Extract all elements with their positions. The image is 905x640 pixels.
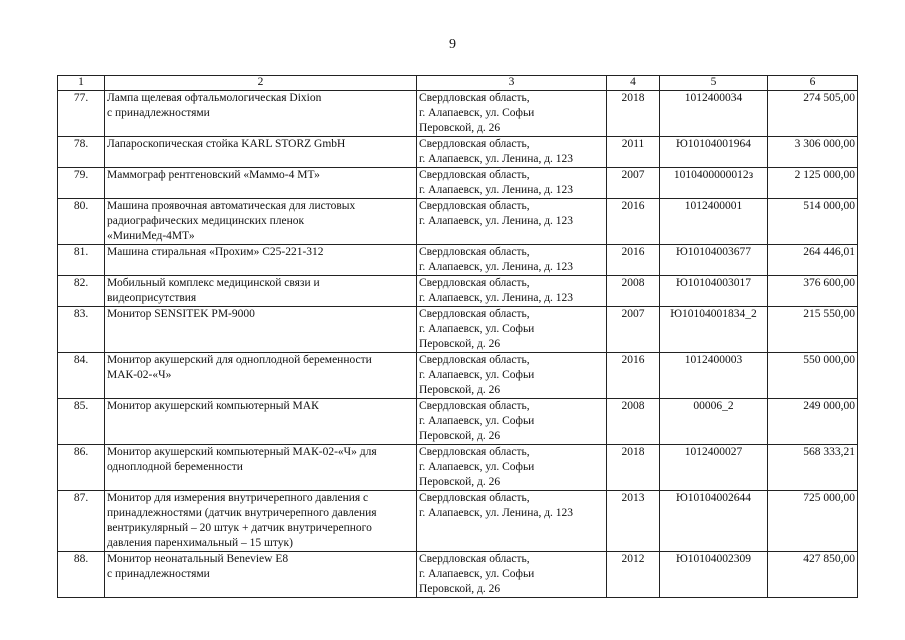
year-cell: 2012 [607, 552, 660, 598]
column-header-6: 6 [768, 76, 858, 91]
address-cell [417, 552, 607, 598]
column-header-4: 4 [607, 76, 660, 91]
row-number-cell: 83. [58, 307, 105, 353]
header-row [58, 76, 858, 91]
address-cell [417, 399, 607, 445]
cost-cell: 264 446,01 [768, 245, 858, 276]
address-cell [417, 353, 607, 399]
cost-cell: 215 550,00 [768, 307, 858, 353]
cost-cell: 514 000,00 [768, 199, 858, 245]
address-cell-line: Перовской, д. 26 [419, 384, 501, 396]
equipment-name-cell-line: Монитор SENSITEK PM-9000 [107, 308, 255, 320]
table-row [58, 137, 858, 168]
cost-cell: 3 306 000,00 [768, 137, 858, 168]
address-cell-line: г. Алапаевск, ул. Софьи [419, 369, 535, 381]
address-cell-line: г. Алапаевск, ул. Софьи [419, 568, 535, 580]
equipment-name-cell [105, 137, 417, 168]
year-cell: 2016 [607, 353, 660, 399]
address-cell-line: г. Алапаевск, ул. Софьи [419, 415, 535, 427]
row-number-cell: 77. [58, 91, 105, 137]
address-cell-line: г. Алапаевск, ул. Софьи [419, 323, 535, 335]
equipment-name-cell-line: Монитор акушерский компьютерный МАК [107, 400, 319, 412]
equipment-name-cell [105, 307, 417, 353]
equipment-table [57, 75, 858, 598]
equipment-name-cell [105, 353, 417, 399]
address-cell-line: г. Алапаевск, ул. Ленина, д. 123 [419, 153, 574, 165]
inventory-number-cell: 1012400003 [660, 353, 768, 399]
inventory-number-cell: 1012400001 [660, 199, 768, 245]
address-cell-line: Перовской, д. 26 [419, 430, 501, 442]
address-cell-line: г. Алапаевск, ул. Ленина, д. 123 [419, 292, 574, 304]
cost-cell: 274 505,00 [768, 91, 858, 137]
cost-cell: 249 000,00 [768, 399, 858, 445]
page-number: 9 [449, 37, 456, 52]
address-cell-line: Свердловская область, [419, 277, 530, 289]
address-cell-line: г. Алапаевск, ул. Софьи [419, 461, 535, 473]
equipment-name-cell [105, 491, 417, 552]
address-cell-line: Свердловская область, [419, 138, 530, 150]
address-cell [417, 445, 607, 491]
equipment-name-cell-line: Машина стиральная «Прохим» С25-221-312 [107, 246, 324, 258]
equipment-name-cell-line: Монитор акушерский для одноплодной беременности [107, 354, 372, 366]
column-header-2: 2 [105, 76, 417, 91]
inventory-number-cell: Ю10104002644 [660, 491, 768, 552]
year-cell: 2007 [607, 307, 660, 353]
address-cell-line: Свердловская область, [419, 553, 530, 565]
row-number-cell: 82. [58, 276, 105, 307]
address-cell [417, 91, 607, 137]
year-cell: 2018 [607, 91, 660, 137]
inventory-number-cell: Ю10104003677 [660, 245, 768, 276]
table-row [58, 399, 858, 445]
row-number-cell: 81. [58, 245, 105, 276]
address-cell-line: Свердловская область, [419, 354, 530, 366]
inventory-number-cell: 1012400034 [660, 91, 768, 137]
address-cell-line: г. Алапаевск, ул. Ленина, д. 123 [419, 261, 574, 273]
year-cell: 2018 [607, 445, 660, 491]
address-cell-line: г. Алапаевск, ул. Ленина, д. 123 [419, 507, 574, 519]
equipment-name-cell-line: с принадлежностями [107, 568, 210, 580]
equipment-name-cell [105, 91, 417, 137]
equipment-name-cell [105, 445, 417, 491]
equipment-name-cell-line: радиографических медицинских пленок [107, 215, 305, 227]
year-cell: 2016 [607, 199, 660, 245]
address-cell-line: Свердловская область, [419, 92, 530, 104]
address-cell-line: г. Алапаевск, ул. Ленина, д. 123 [419, 215, 574, 227]
inventory-number-cell: 00006_2 [660, 399, 768, 445]
cost-cell: 725 000,00 [768, 491, 858, 552]
address-cell-line: Перовской, д. 26 [419, 583, 501, 595]
address-cell-line: Свердловская область, [419, 400, 530, 412]
address-cell [417, 168, 607, 199]
equipment-name-cell-line: Монитор акушерский компьютерный МАК-02-«Ч» для [107, 446, 377, 458]
row-number-cell: 85. [58, 399, 105, 445]
equipment-name-cell [105, 245, 417, 276]
equipment-name-cell-line: Машина проявочная автоматическая для листовых [107, 200, 356, 212]
address-cell-line: Свердловская область, [419, 169, 530, 181]
table-row [58, 445, 858, 491]
year-cell: 2008 [607, 399, 660, 445]
cost-cell: 550 000,00 [768, 353, 858, 399]
address-cell [417, 491, 607, 552]
cost-cell: 2 125 000,00 [768, 168, 858, 199]
equipment-name-cell-line: Лампа щелевая офтальмологическая Dixion [107, 92, 322, 104]
equipment-name-cell-line: «МиниМед-4МТ» [107, 230, 195, 242]
row-number-cell: 84. [58, 353, 105, 399]
address-cell-line: Перовской, д. 26 [419, 476, 501, 488]
equipment-name-cell-line: давления паренхимальный – 15 штук) [107, 537, 293, 549]
table-row [58, 307, 858, 353]
cost-cell: 427 850,00 [768, 552, 858, 598]
inventory-number-cell: Ю10104003017 [660, 276, 768, 307]
inventory-number-cell: 1010400000012з [660, 168, 768, 199]
cost-cell: 568 333,21 [768, 445, 858, 491]
address-cell [417, 245, 607, 276]
table-row [58, 91, 858, 137]
address-cell-line: Свердловская область, [419, 308, 530, 320]
table-row [58, 353, 858, 399]
row-number-cell: 87. [58, 491, 105, 552]
year-cell: 2013 [607, 491, 660, 552]
inventory-number-cell: 1012400027 [660, 445, 768, 491]
address-cell-line: Перовской, д. 26 [419, 122, 501, 134]
row-number-cell: 88. [58, 552, 105, 598]
inventory-number-cell: Ю10104001964 [660, 137, 768, 168]
table-row [58, 491, 858, 552]
table-row [58, 168, 858, 199]
address-cell [417, 276, 607, 307]
equipment-name-cell [105, 199, 417, 245]
equipment-name-cell-line: Монитор неонатальный Beneview E8 [107, 553, 289, 565]
row-number-cell: 86. [58, 445, 105, 491]
table-row [58, 199, 858, 245]
table-body [58, 91, 858, 598]
inventory-number-cell: Ю10104002309 [660, 552, 768, 598]
address-cell-line: Свердловская область, [419, 492, 530, 504]
address-cell-line: г. Алапаевск, ул. Софьи [419, 107, 535, 119]
equipment-name-cell-line: с принадлежностями [107, 107, 210, 119]
year-cell: 2007 [607, 168, 660, 199]
equipment-name-cell-line: одноплодной беременности [107, 461, 243, 473]
address-cell [417, 199, 607, 245]
row-number-cell: 78. [58, 137, 105, 168]
cost-cell: 376 600,00 [768, 276, 858, 307]
equipment-name-cell-line: Лапароскопическая стойка KARL STORZ GmbH [107, 138, 346, 150]
equipment-name-cell-line: Маммограф рентгеновский «Маммо-4 МТ» [107, 169, 320, 181]
equipment-name-cell [105, 168, 417, 199]
equipment-name-cell [105, 399, 417, 445]
column-header-1: 1 [58, 76, 105, 91]
address-cell-line: г. Алапаевск, ул. Ленина, д. 123 [419, 184, 574, 196]
address-cell-line: Свердловская область, [419, 446, 530, 458]
row-number-cell: 79. [58, 168, 105, 199]
column-header-5: 5 [660, 76, 768, 91]
equipment-name-cell-line: Мобильный комплекс медицинской связи и [107, 277, 320, 289]
column-header-3: 3 [417, 76, 607, 91]
equipment-name-cell-line: видеоприсутствия [107, 292, 197, 304]
address-cell-line: Перовской, д. 26 [419, 338, 501, 350]
table-row [58, 276, 858, 307]
year-cell: 2008 [607, 276, 660, 307]
equipment-name-cell [105, 552, 417, 598]
equipment-name-cell-line: МАК-02-«Ч» [107, 369, 172, 381]
address-cell-line: Свердловская область, [419, 246, 530, 258]
address-cell [417, 137, 607, 168]
equipment-name-cell-line: Монитор для измерения внутричерепного давления с [107, 492, 369, 504]
year-cell: 2011 [607, 137, 660, 168]
table-row [58, 552, 858, 598]
equipment-name-cell [105, 276, 417, 307]
year-cell: 2016 [607, 245, 660, 276]
equipment-name-cell-line: принадлежностями (датчик внутричерепного давления [107, 507, 377, 519]
table-row [58, 245, 858, 276]
inventory-number-cell: Ю10104001834_2 [660, 307, 768, 353]
row-number-cell: 80. [58, 199, 105, 245]
address-cell [417, 307, 607, 353]
address-cell-line: Свердловская область, [419, 200, 530, 212]
equipment-name-cell-line: вентрикулярный – 20 штук + датчик внутричерепного [107, 522, 372, 534]
